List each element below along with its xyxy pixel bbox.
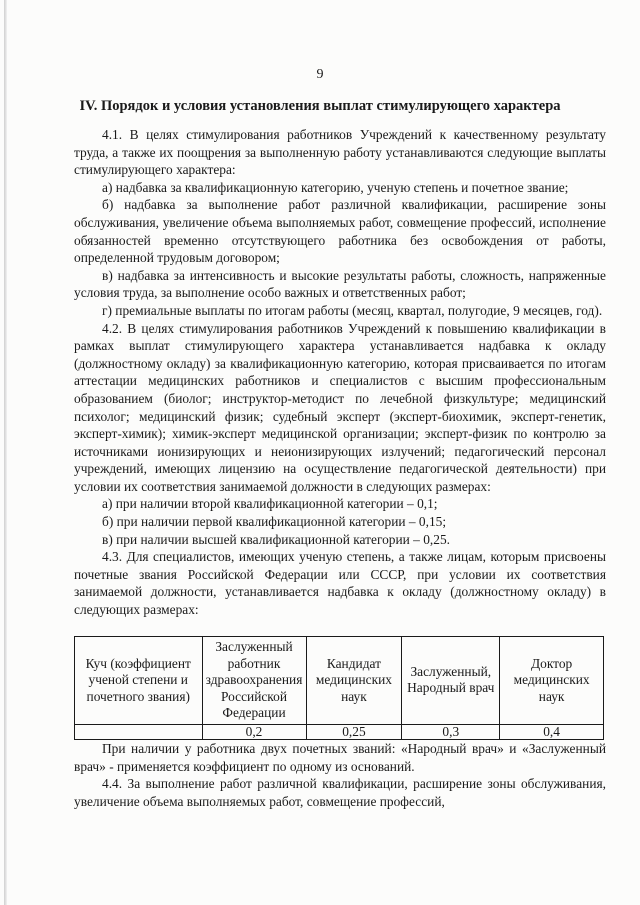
list-item-v: в) надбавка за интенсивность и высокие результаты работы, сложность, напряженные условия труда, за выполнение особо важных и ответственных работ; <box>74 267 606 301</box>
table-cell: 0,25 <box>306 724 402 739</box>
list-item-g: г) премиальные выплаты по итогам работы (месяц, квартал, полугодие, 9 месяцев, год). <box>102 302 603 318</box>
paragraph-4-3: 4.3. Для специалистов, имеющих ученую степень, а также лицам, которым присвоены почетные звания Российской Федерации или СССР, при условии их соответствия занимаемой должности, устанавливается надбавка к окладу (должностному окладу) в следующих размерах: <box>74 549 606 618</box>
table-cell: 0,2 <box>202 724 306 739</box>
page-number: 9 <box>316 67 324 82</box>
list-item-b: б) надбавка за выполнение работ различной квалификации, расширение зоны обслуживания, увеличение объема выполняемых работ, совмещение профессий, исполнение обязанностей временно отсутствующего работника без освобождения от работы, определенной трудовым договором; <box>74 197 606 266</box>
list-item-a: а) надбавка за квалификационную категорию, ученую степень и почетное звание; <box>102 179 569 195</box>
table-header-row <box>75 637 604 725</box>
after-table-text <box>74 740 606 810</box>
scan-edge <box>4 0 7 905</box>
category-item-b: б) при наличии первой квалификационной категории – 0,15; <box>102 514 447 530</box>
table-header-cell: Доктор медицинских наук <box>500 637 604 725</box>
table-header-cell: Заслуженный работник здравоохранения Российской Федерации <box>202 637 306 725</box>
note-paragraph: При наличии у работника двух почетных званий: «Народный врач» и «Заслуженный врач» - применяется коэффициент по одному из оснований. <box>74 741 606 774</box>
category-item-v: в) при наличии высшей квалификационной категории – 0,25. <box>102 531 450 547</box>
paragraph-4-1: 4.1. В целях стимулирования работников Учреждений к качественному результату труда, а также их поощрения за выполненную работу устанавливаются следующие выплаты стимулирующего характера: <box>74 127 606 178</box>
table-header-cell: Куч (коэффициент ученой степени и почетного звания) <box>75 637 203 725</box>
table-row <box>75 724 604 739</box>
category-item-a: а) при наличии второй квалификационной категории – 0,1; <box>102 496 438 512</box>
paragraph-4-2: 4.2. В целях стимулирования работников Учреждений к повышению квалификации в рамках выплат стимулирующего характера устанавливается надбавка к окладу (должностному окладу) за квалификационную категорию, которая присваивается по итогам аттестации медицинских работников и специалистов с высшим профессиональным образованием (биолог; инструктор-методист по лечебной физкультуре; медицинский психолог; медицинский физик; судебный эксперт (эксперт-биохимик, эксперт-генетик, эксперт-химик); химик-эксперт медицинской организации; эксперт-физик по контролю за источниками ионизирующих и неионизирующих излучений; педагогический персонал учреждений, имеющих лицензию на осуществление педагогической деятельности) при условии их соответствия занимаемой должности в следующих размерах: <box>74 320 606 494</box>
body-text <box>74 126 606 619</box>
table-cell: 0,4 <box>500 724 604 739</box>
coefficient-table <box>74 636 604 740</box>
section-title: IV. Порядок и условия установления выплат стимулирующего характера <box>79 98 561 114</box>
paragraph-4-4: 4.4. За выполнение работ различной квалификации, расширение зоны обслуживания, увеличение объема выполняемых работ, совмещение профессий, <box>74 776 606 809</box>
table-header-cell: Кандидат медицинских наук <box>306 637 402 725</box>
table-header-cell: Заслуженный, Народный врач <box>402 637 500 725</box>
table-cell: 0,3 <box>402 724 500 739</box>
table-cell <box>75 724 203 739</box>
